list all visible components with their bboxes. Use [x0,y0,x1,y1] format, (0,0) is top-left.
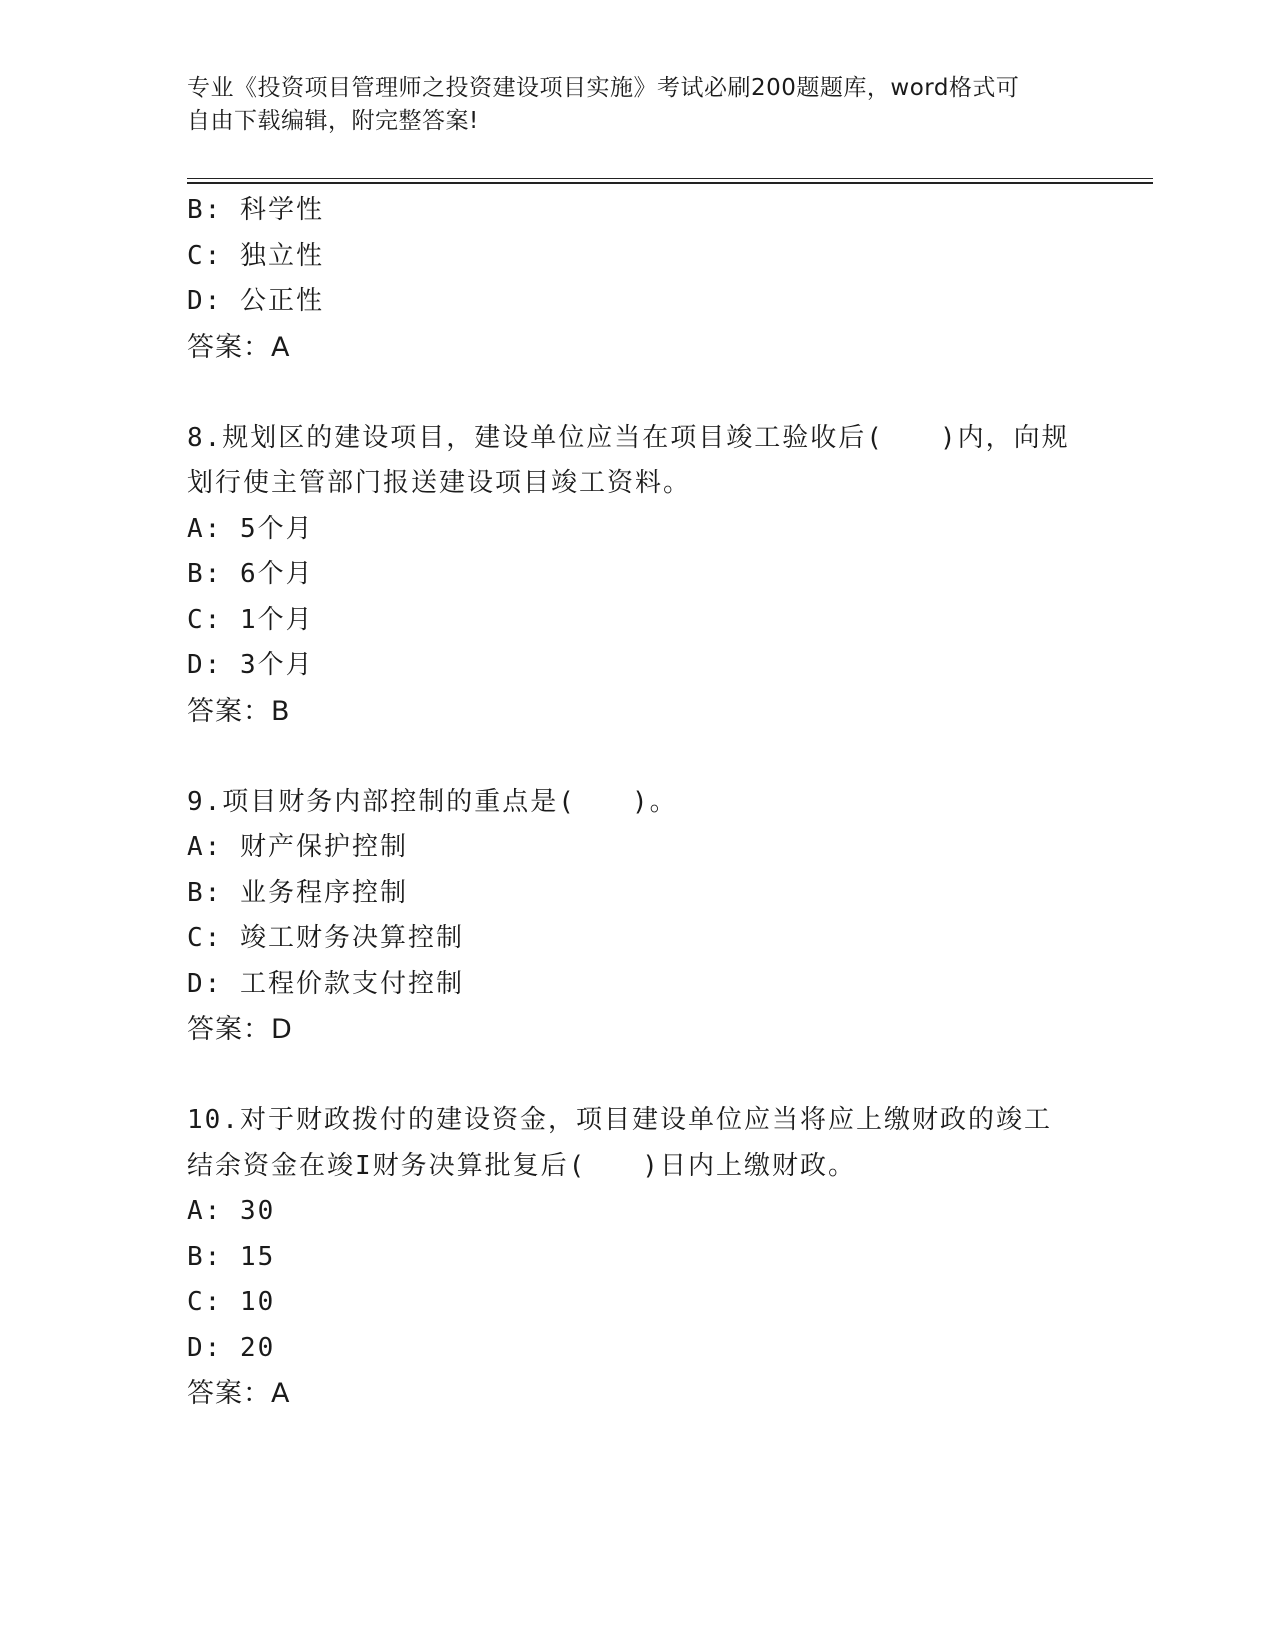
option-b: B: 业务程序控制 [187,877,408,908]
question-10 [187,1098,1087,1417]
header-divider-thick [187,182,1153,184]
option-d: D: 公正性 [187,286,324,316]
option-d: D: 3个月 [187,650,314,680]
answer-line: 答案：A [187,1378,291,1409]
question-8 [187,416,1087,735]
option-d: D: 工程价款支付控制 [187,968,464,999]
question-7 [187,188,1087,370]
spacer [187,734,1087,780]
document-header [187,72,1067,138]
question-text-line-1: 9.项目财务内部控制的重点是( )。 [187,786,678,817]
spacer [187,370,1087,416]
question-9 [187,780,1087,1053]
option-c: C: 独立性 [187,240,324,271]
question-text-line-2: 结余资金在竣I财务决算批复后( )日内上缴财政。 [187,1150,856,1181]
question-list [187,188,1087,1417]
option-b: B: 6个月 [187,559,314,589]
header-divider-thin [187,178,1153,179]
spacer [187,1053,1087,1099]
question-text-line-1: 8.规划区的建设项目，建设单位应当在项目竣工验收后( )内，向规 [187,422,1070,453]
option-a: A: 30 [187,1196,276,1226]
answer-line: 答案：D [187,1014,293,1045]
option-a: A: 财产保护控制 [187,832,408,862]
header-title-line-1: 专业《投资项目管理师之投资建设项目实施》考试必刷200题题库，word格式可 [187,75,1020,101]
option-c: C: 1个月 [187,604,314,635]
option-b: B: 科学性 [187,195,324,225]
header-title-line-2: 自由下载编辑，附完整答案! [187,108,479,134]
option-a: A: 5个月 [187,513,314,544]
question-text-line-1: 10.对于财政拨付的建设资金，项目建设单位应当将应上缴财政的竣工 [187,1105,1052,1135]
option-c: C: 10 [187,1287,276,1317]
option-b: B: 15 [187,1241,276,1272]
question-text-line-2: 划行使主管部门报送建设项目竣工资料。 [187,468,692,498]
option-c: C: 竣工财务决算控制 [187,923,464,953]
answer-line: 答案：B [187,695,291,727]
answer-line: 答案：A [187,331,291,363]
option-d: D: 20 [187,1332,276,1363]
